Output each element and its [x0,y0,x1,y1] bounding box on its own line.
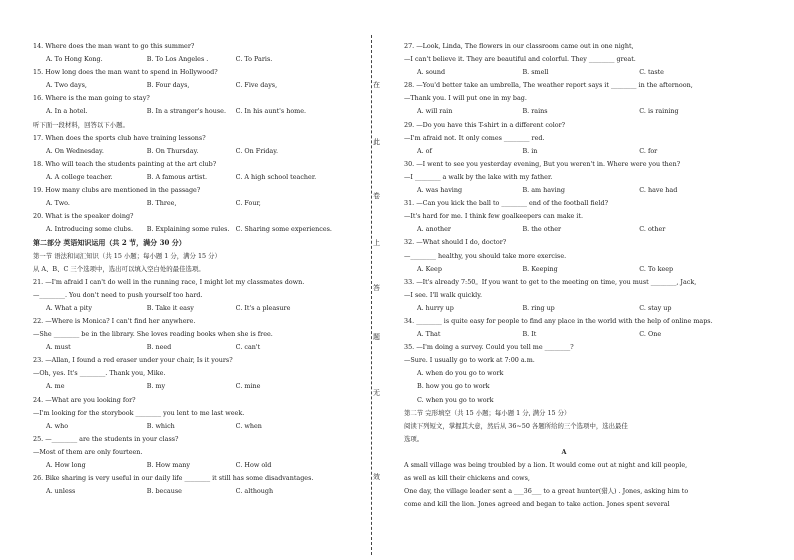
option-row [404,66,724,79]
option-c: C. can't [235,343,261,352]
left-column [33,40,353,498]
option-b: B. It [522,330,537,339]
option-a: A. A college teacher. [46,172,113,181]
option-row [404,263,724,276]
question-line: 31. —Can you kick the ball to ________ end of the football field? [404,199,609,208]
option-a: A. Introducing some clubs. [46,225,133,234]
question-line: —I'm afraid not. It only comes ________ red. [404,133,545,142]
option-row [33,459,353,472]
option-b: B. Keeping [522,264,558,273]
side-char: 此 [373,138,380,146]
question-line: as well as kill their chickens and cows, [404,474,530,483]
option-b: B. the other [522,225,562,234]
side-char: 答 [373,284,380,292]
option-row [33,79,353,92]
option-line: B. how you go to work [417,382,490,391]
question-line: 从 A、B、C 三个选项中，选出可以填入空白处的最佳选项。 [33,264,205,273]
option-b: B. In a stranger's house. [146,107,226,116]
option-c: C. stay up [639,303,672,312]
question-line: —Most of them are only fourteen. [33,447,143,456]
option-c: C. Sharing some experiences. [235,225,332,234]
option-row [33,380,353,393]
question-line: 35. —I'm doing a survey. Could you tell me ________? [404,343,574,352]
option-row [33,223,353,236]
question-line: —She ________ be in the library. She loves reading books when she is free. [33,330,273,339]
option-c: C. To keep [639,264,674,273]
option-a: A. How long [46,461,86,469]
question-line: —It's hard for me. I think few goalkeepers can make it. [404,212,584,221]
option-c: C. is raining [639,107,679,116]
option-c: C. when [235,421,262,430]
option-b: B. ring up [522,303,555,312]
option-c: C. One [639,330,662,339]
option-b: B. On Thursday. [146,146,199,155]
question-line: 15. How long does the man want to spend in Hollywood? [33,68,218,77]
question-line: 33. —It's already 7:50。If you want to get to the meeting on time, you must ________, Jack, [404,277,697,286]
option-b: B. Explaining some rules. [146,225,230,234]
question-line: 第二节 完形填空（共 15 小题；每小题 1 分, 满分 15 分） [404,408,571,417]
question-line: 32. —What should I do, doctor? [404,238,507,247]
option-a: A. That [417,330,441,339]
side-char: 在 [373,81,380,89]
option-a: A. must [46,343,71,352]
option-b: B. my [146,382,166,391]
option-b: B. need [146,343,172,352]
option-row [33,420,353,433]
option-c: C. mine [235,382,261,391]
question-line: —I can't believe it. They are beautiful and colorful. They ________ great. [404,55,636,64]
option-b: B. How many [146,461,190,469]
option-b: B. A famous artist. [146,172,207,181]
question-line: 23. —Allan, I found a red eraser under your chair, Is it yours? [33,356,233,365]
option-c: C. It's a pleasure [235,303,291,312]
right-column [404,40,724,511]
question-line: 22. —Where is Monica? I can't find her anywhere. [33,316,196,325]
side-char: 效 [373,473,380,481]
option-b: B. Four days, [146,81,190,90]
option-row [33,145,353,158]
option-b: B. Three, [146,199,177,208]
question-line: 30. —I went to see you yesterday evening, But you weren't in. Where were you then? [404,159,681,168]
option-a: A. hurry up [417,303,454,312]
question-line: 17. When does the sports club have training lessons? [33,133,206,142]
option-a: A. Two. [46,199,70,208]
question-line: —I'm looking for the storybook ________ you lent to me last week. [33,408,245,417]
option-a: A. Keep [417,264,442,273]
option-row [33,171,353,184]
question-line: 21. —I'm afraid I can't do well in the running race, I might let my classmates down. [33,277,305,286]
option-row [33,105,353,118]
question-line: —________. You don't need to push yourself too hard. [33,290,203,299]
question-line: —________ healthy, you should take more exercise. [404,251,567,260]
question-line: 24. —What are you looking for? [33,395,136,404]
side-char: 题 [373,333,380,341]
option-c: C. On Friday. [235,146,279,155]
side-char: 上 [373,239,380,247]
question-line: —Thank you. I will put one in my bag. [404,94,527,103]
option-a: A. What a pity [46,303,92,312]
side-char: 卷 [373,192,380,200]
question-line: A small village was being troubled by a lion. It would come out at night and kill people, [404,461,688,469]
option-a: A. another [417,225,451,234]
option-b: B. rains [522,107,548,116]
question-line: 20. What is the speaker doing? [33,212,134,221]
option-b: B. To Los Angeles . [146,55,209,64]
option-line: A. when do you go to work [417,369,504,378]
question-line: 27. —Look, Linda, The flowers in our classroom came out in one night, [404,42,634,50]
question-line: 16. Where is the man going to stay? [33,94,150,103]
option-a: A. sound [417,68,446,77]
option-a: A. me [46,382,65,391]
option-a: A. In a hotel. [46,107,88,116]
option-row [33,53,353,66]
option-c: C. although [235,487,274,496]
option-a: A. was having [417,186,463,195]
option-c: C. other [639,225,666,234]
question-line: 第一节 语法和词汇知识（共 15 小题；每小题 1 分，满分 15 分） [33,251,221,260]
option-line: C. when you go to work [417,395,494,404]
option-c: C. How old [235,461,272,469]
option-b: B. which [146,421,175,430]
option-a: A. of [417,146,432,155]
option-c: C. A high school teacher. [235,172,317,181]
option-b: B. because [146,487,182,496]
option-row [404,223,724,236]
question-line: One day, the village leader sent a ___36___ to a great hunter(猎人) . Jones, asking him to [404,487,689,496]
option-c: C. In his aunt's home. [235,107,307,116]
option-a: A. To Hong Kong. [46,55,103,64]
question-line: 听下面一段材料，回答以下小题。 [33,120,129,129]
question-line: —I see. I'll walk quickly. [404,290,483,299]
question-line: 18. Who will teach the students painting at the art club? [33,159,217,168]
question-line: 26. Bike sharing is very useful in our daily life ________ it still has some disadvantages. [33,474,314,483]
question-line: 阅读下列短文，掌握其大意，然后从 36~50 各题所给的三个选项中，选出最佳 [404,421,628,430]
option-b: B. in [522,146,538,155]
question-line: come and kill the lion. Jones agreed and began to take action. Jones spent several [404,500,670,509]
option-row [404,105,724,118]
option-row [404,328,724,341]
option-c: C. Four, [235,199,261,208]
option-b: B. smell [522,68,549,77]
question-line: —Sure. I usually go to work at 7:00 a.m. [404,356,535,365]
question-line: —Oh, yes. It's ________. Thank you, Mike. [33,369,166,378]
option-c: C. taste [639,68,664,77]
option-a: A. Two days, [46,81,87,90]
option-a: A. On Wednesday. [46,146,104,155]
binding-divider [371,35,372,555]
question-line: 选项。 [404,434,424,443]
question-line: 14. Where does the man want to go this summer? [33,42,195,50]
question-line: 29. —Do you have this T-shirt in a different color? [404,120,566,129]
option-row [33,302,353,315]
option-c: C. have had [639,186,678,195]
option-row [404,184,724,197]
option-row [404,302,724,315]
option-b: B. Take it easy [146,303,194,312]
option-row [33,341,353,354]
question-line: 25. —________ are the students in your class? [33,434,179,443]
option-row [33,197,353,210]
section-heading: 第二部分 英语知识运用（共 2 节，满分 30 分） [33,238,186,248]
option-row [404,145,724,158]
question-line: 19. How many clubs are mentioned in the passage? [33,186,201,195]
option-b: B. am having [522,186,565,195]
passage-title: A [561,447,567,456]
option-a: A. who [46,421,69,430]
question-line: 28. —You'd better take an umbrella, The weather report says it ________ in the afternoon, [404,81,693,90]
option-row [33,485,353,498]
question-line: —I ________ a walk by the lake with my father. [404,172,553,181]
side-char: 无 [373,389,380,397]
option-a: A. will rain [417,107,453,116]
option-c: C. Five days, [235,81,278,90]
option-c: C. for [639,146,658,155]
option-a: A. unless [46,487,76,496]
question-line: 34. ________ is quite easy for people to find any place in the world with the help of online maps. [404,316,713,325]
option-c: C. To Paris. [235,55,273,64]
